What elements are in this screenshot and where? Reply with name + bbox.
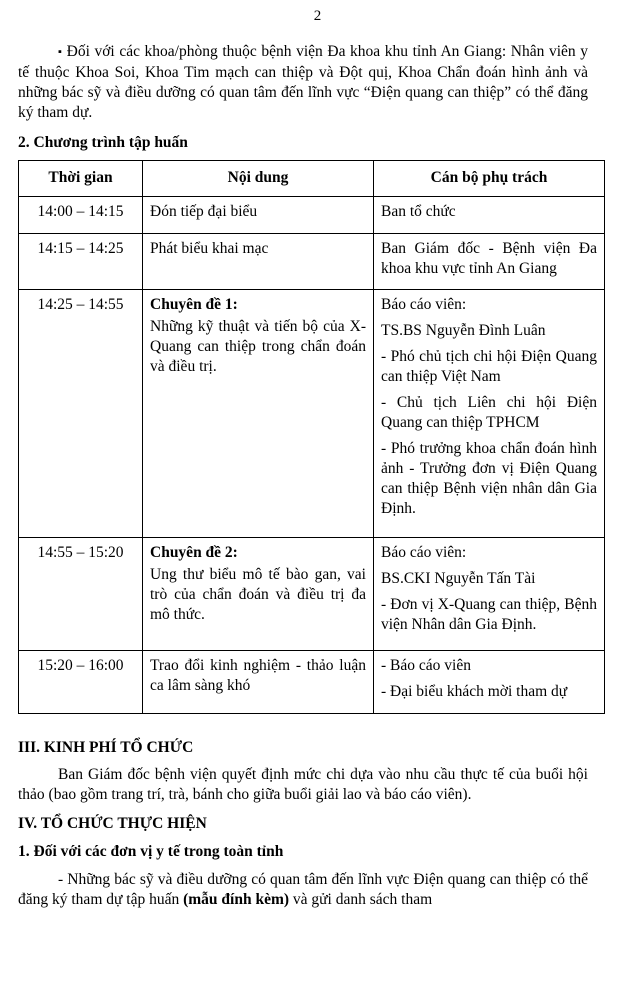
staff-line: - Phó chủ tịch chi hội Điện Quang can thiệp Việt Nam bbox=[381, 348, 597, 385]
header-content: Nội dung bbox=[143, 161, 374, 197]
section-4-text-start: - Những bác sỹ và điều dưỡng có quan tâm đến lĩnh vực Điện quang can thiệp có thể đăng ký tham dự tập huấn bbox=[18, 871, 588, 908]
staff-cell bbox=[374, 651, 605, 714]
table-header-row bbox=[19, 161, 605, 197]
section-4-text bbox=[18, 870, 588, 910]
time-cell: 14:25 – 14:55 bbox=[19, 290, 143, 538]
staff-cell bbox=[374, 197, 605, 234]
staff-line: Ban tổ chức bbox=[381, 203, 456, 220]
staff-line: Báo cáo viên: bbox=[381, 296, 467, 313]
content-cell bbox=[143, 197, 374, 234]
section-4-subheading: 1. Đối với các đơn vị y tế trong toàn tỉnh bbox=[18, 843, 284, 860]
section-3-heading: III. KINH PHÍ TỔ CHỨC bbox=[18, 739, 194, 756]
content-cell bbox=[143, 651, 374, 714]
topic-title: Chuyên đề 2: bbox=[150, 544, 238, 561]
schedule-row bbox=[19, 651, 605, 714]
section-4-text-end: và gửi danh sách tham bbox=[289, 891, 433, 908]
intro-paragraph bbox=[18, 42, 588, 123]
schedule-row bbox=[19, 290, 605, 538]
content-cell bbox=[143, 290, 374, 538]
page-number: 2 bbox=[313, 8, 322, 24]
intro-text: Đối với các khoa/phòng thuộc bệnh viện Đa khoa khu tỉnh An Giang: Nhân viên y tế thuộc Khoa Soi, Khoa Tim mạch can thiệp và Đột quị, Khoa Chẩn đoán hình ảnh và những bác sỹ và điều dưỡng có quan tâm đến lĩnh vực “Điện quang can thiệp” có thể đăng ký tham dự. bbox=[18, 43, 588, 121]
staff-cell bbox=[374, 290, 605, 538]
staff-line: - Đại biểu khách mời tham dự bbox=[381, 683, 568, 700]
content-cell bbox=[143, 234, 374, 290]
schedule-row bbox=[19, 538, 605, 651]
staff-line: - Chủ tịch Liên chi hội Điện Quang can thiệp TPHCM bbox=[381, 394, 597, 431]
content-cell bbox=[143, 538, 374, 651]
time-cell: 14:00 – 14:15 bbox=[19, 197, 143, 234]
staff-line: Ban Giám đốc - Bệnh viện Đa khoa khu vực tỉnh An Giang bbox=[381, 240, 597, 277]
time-cell: 14:55 – 15:20 bbox=[19, 538, 143, 651]
staff-cell bbox=[374, 234, 605, 290]
staff-line: - Báo cáo viên bbox=[381, 657, 471, 674]
section-4-heading: IV. TỔ CHỨC THỰC HIỆN bbox=[18, 815, 207, 832]
attachment-note: (mẫu đính kèm) bbox=[183, 891, 290, 908]
content-text: Ung thư biểu mô tế bào gan, vai trò của chẩn đoán và điều trị đa mô thức. bbox=[150, 566, 366, 623]
schedule-row bbox=[19, 234, 605, 290]
time-cell: 15:20 – 16:00 bbox=[19, 651, 143, 714]
schedule-row bbox=[19, 197, 605, 234]
staff-line: Báo cáo viên: bbox=[381, 544, 467, 561]
content-text: Những kỹ thuật và tiến bộ của X-Quang can thiệp trong chẩn đoán và điều trị. bbox=[150, 318, 366, 375]
content-text: Phát biểu khai mạc bbox=[150, 240, 269, 257]
content-text: Trao đổi kinh nghiệm - thảo luận ca lâm sàng khó bbox=[150, 657, 366, 694]
staff-line: TS.BS Nguyễn Đình Luân bbox=[381, 322, 546, 339]
staff-line: - Phó trưởng khoa chẩn đoán hình ảnh - Trưởng đơn vị Điện Quang can thiệp Bệnh viện nhân dân Gia Định. bbox=[381, 440, 597, 517]
content-text: Đón tiếp đại biểu bbox=[150, 203, 258, 220]
staff-line: - Đơn vị X-Quang can thiệp, Bệnh viện Nhân dân Gia Định. bbox=[381, 596, 597, 633]
section-3-text: Ban Giám đốc bệnh viện quyết định mức chi dựa vào nhu cầu thực tế của buổi hội thảo (bao gồm trang trí, trà, bánh cho giữa buổi giải lao và báo cáo viên). bbox=[18, 766, 588, 803]
header-time: Thời gian bbox=[19, 161, 143, 197]
program-heading: 2. Chương trình tập huấn bbox=[18, 134, 188, 151]
staff-cell bbox=[374, 538, 605, 651]
topic-title: Chuyên đề 1: bbox=[150, 296, 238, 313]
schedule-table bbox=[18, 160, 605, 714]
staff-line: BS.CKI Nguyễn Tấn Tài bbox=[381, 570, 536, 587]
square-bullet-icon: ▪ bbox=[58, 46, 63, 58]
header-staff: Cán bộ phụ trách bbox=[374, 161, 605, 197]
time-cell: 14:15 – 14:25 bbox=[19, 234, 143, 290]
